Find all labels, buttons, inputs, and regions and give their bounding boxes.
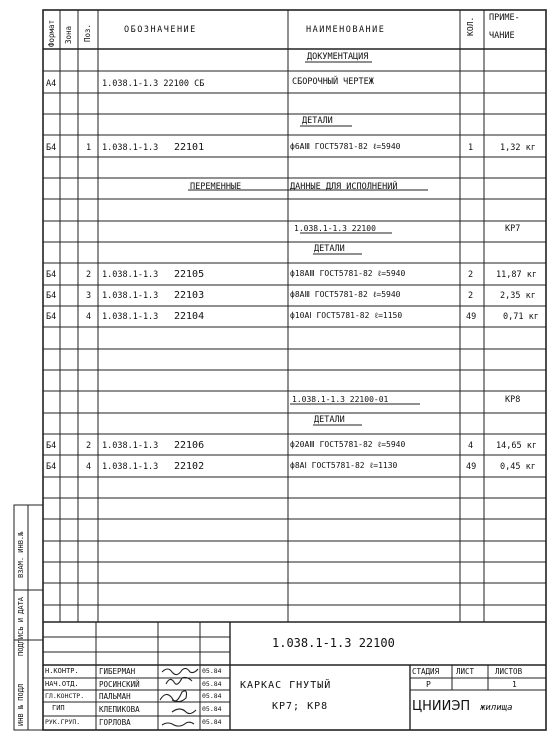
v2r1-format: Б4: [46, 441, 57, 451]
variable-data-left: ПЕРЕМЕННЫЕ: [190, 182, 242, 192]
v1r1-code: 22105: [174, 269, 205, 280]
person-name-2: РОСИНСКИЙ: [99, 680, 140, 689]
v2r1-qty: 4: [468, 441, 474, 451]
detail-pos: 1: [86, 143, 92, 153]
v1r2-pos: 3: [86, 291, 92, 301]
title-line1: КАРКАС ГНУТЫЙ: [240, 680, 332, 691]
stage-value: Р: [426, 680, 431, 689]
org-name: ЦНИИЭП: [412, 699, 471, 714]
section-documentation: ДОКУМЕНТАЦИЯ: [307, 52, 369, 62]
org-subtitle: жилища: [480, 703, 513, 713]
side-sign-date: ПОДПИСЬ И ДАТА: [17, 596, 25, 656]
doc-row-format: А4: [46, 79, 57, 89]
person-date-5: 05.84: [202, 718, 222, 726]
person-role-2: НАЧ.ОТД.: [45, 680, 79, 688]
title-line2: КР7; КР8: [272, 701, 329, 712]
side-replace-inv: ВЗАМ. ИНВ.№: [17, 531, 25, 578]
title-doc-number: 1.038.1-1.3 22100: [272, 636, 395, 650]
person-role-5: РУК.ГРУП.: [45, 718, 81, 726]
v1r3-pos: 4: [86, 312, 92, 322]
v1r3-designation: 1.038.1-1.3: [102, 312, 159, 322]
person-name-3: ПАЛЬМАН: [99, 692, 131, 701]
v1r1-qty: 2: [468, 270, 474, 280]
v1r2-format: Б4: [46, 291, 57, 301]
v2r1-name: ф20АⅢ ГОСТ5781-82 ℓ=5940: [290, 440, 406, 449]
v1r3-qty: 49: [466, 312, 477, 322]
detail-format: Б4: [46, 143, 57, 153]
v2r2-qty: 49: [466, 462, 477, 472]
v2r2-designation: 1.038.1-1.3: [102, 462, 159, 472]
v2r2-name: ф8АⅠ ГОСТ5781-82 ℓ=1130: [290, 461, 398, 470]
header-pos: Поз.: [83, 23, 92, 42]
sheets-label: ЛИСТОВ: [495, 667, 523, 676]
detail-name: ф6АⅢ ГОСТ5781-82 ℓ=5940: [290, 142, 401, 151]
v1r1-pos: 2: [86, 270, 92, 280]
person-name-5: ГОРЛОВА: [99, 718, 131, 727]
variant1-section: ДЕТАЛИ: [314, 244, 345, 254]
header-zone: Зона: [64, 25, 73, 44]
v2r2-pos: 4: [86, 462, 92, 472]
v1r2-note: 2,35 кг: [500, 291, 536, 301]
v1r2-name: ф8АⅢ ГОСТ5781-82 ℓ=5940: [290, 290, 401, 299]
person-name-1: ГИБЕРМАН: [99, 667, 136, 676]
variant2-designation: 1.038.1-1.3 22100-01: [292, 395, 389, 404]
v1r1-designation: 1.038.1-1.3: [102, 270, 159, 280]
side-inv-orig: ИНВ № ПОДЛ: [17, 683, 25, 726]
variant1-mark: КР7: [505, 224, 521, 234]
v1r3-note: 0,71 кг: [503, 312, 539, 322]
variant1-designation: 1.038.1-1.3 22100: [294, 224, 376, 233]
v1r3-name: ф10АⅠ ГОСТ5781-82 ℓ=1150: [290, 311, 403, 320]
header-qty: КОЛ.: [466, 16, 475, 36]
v1r3-code: 22104: [174, 311, 205, 322]
section-details: ДЕТАЛИ: [302, 116, 333, 126]
v2r1-note: 14,65 кг: [496, 441, 537, 451]
v2r1-code: 22106: [174, 440, 205, 451]
person-role-3: ГЛ.КОНСТР.: [45, 692, 85, 700]
person-date-3: 05.84: [202, 692, 222, 700]
header-note-line1: ПРИМЕ-: [489, 13, 520, 23]
header-name: НАИМЕНОВАНИЕ: [306, 25, 386, 35]
v1r1-name: ф18АⅢ ГОСТ5781-82 ℓ=5940: [290, 269, 406, 278]
detail-code: 22101: [174, 142, 205, 153]
v1r1-format: Б4: [46, 270, 57, 280]
header-designation: ОБОЗНАЧЕНИЕ: [124, 25, 197, 35]
v1r2-code: 22103: [174, 290, 205, 301]
doc-row-designation: 1.038.1-1.3 22100 СБ: [102, 79, 205, 89]
v2r2-code: 22102: [174, 461, 205, 472]
header-format: Формат: [47, 19, 56, 47]
v2r2-format: Б4: [46, 462, 57, 472]
variable-data-right: ДАННЫЕ ДЛЯ ИСПОЛНЕНИЙ: [290, 182, 398, 192]
v2r1-pos: 2: [86, 441, 92, 451]
detail-designation: 1.038.1-1.3: [102, 143, 159, 153]
v2r1-designation: 1.038.1-1.3: [102, 441, 159, 451]
variant2-mark: КР8: [505, 395, 521, 405]
header-note-line2: ЧАНИЕ: [489, 31, 515, 41]
doc-row-name: СБОРОЧНЫЙ ЧЕРТЕЖ: [292, 77, 374, 87]
v1r3-format: Б4: [46, 312, 57, 322]
sheet-label: ЛИСТ: [456, 667, 475, 676]
person-date-4: 05.84: [202, 705, 222, 713]
person-date-2: 05.84: [202, 680, 222, 688]
v1r2-designation: 1.038.1-1.3: [102, 291, 159, 301]
v1r2-qty: 2: [468, 291, 474, 301]
sheets-value: 1: [512, 680, 517, 689]
person-date-1: 05.84: [202, 667, 222, 675]
detail-qty: 1: [468, 143, 474, 153]
variant2-section: ДЕТАЛИ: [314, 415, 345, 425]
person-name-4: КЛЕПИКОВА: [99, 705, 140, 714]
v2r2-note: 0,45 кг: [500, 462, 536, 472]
person-role-4: ГИП: [52, 704, 65, 712]
detail-note: 1,32 кг: [500, 143, 536, 153]
v1r1-note: 11,87 кг: [496, 270, 537, 280]
person-role-1: Н.КОНТР.: [45, 667, 79, 675]
stage-label: СТАДИЯ: [412, 667, 440, 676]
